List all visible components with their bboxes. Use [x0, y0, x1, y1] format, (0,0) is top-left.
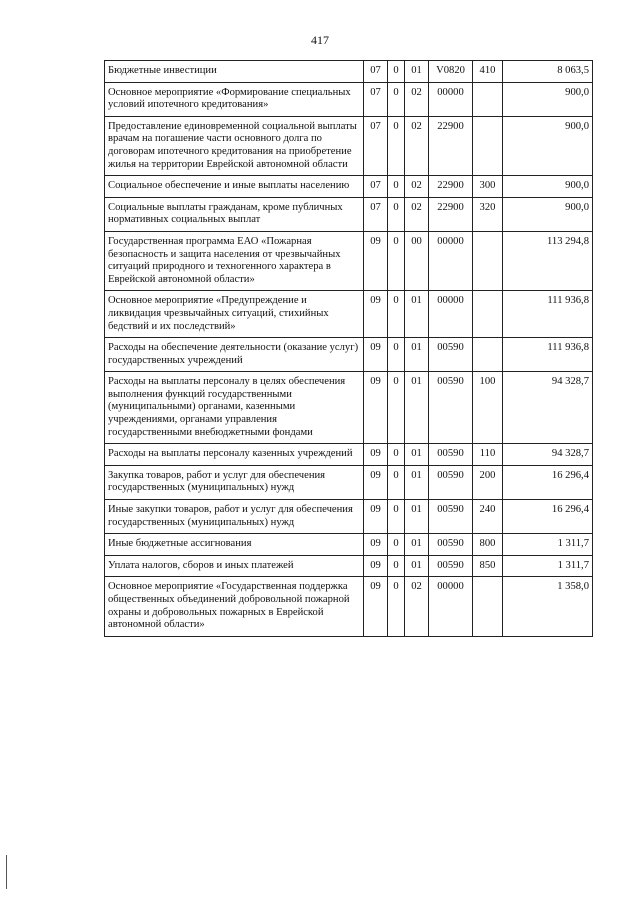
table-row — [105, 500, 593, 534]
expense-type-cell: 300 — [473, 176, 503, 198]
amount-cell: 94 328,7 — [503, 444, 593, 466]
direction-code-cell: 00590 — [429, 338, 473, 372]
activity-code-cell: 01 — [405, 444, 429, 466]
program-code-cell: 09 — [364, 534, 388, 556]
direction-code-cell: 00590 — [429, 444, 473, 466]
expense-type-cell: 100 — [473, 372, 503, 444]
activity-code-cell: 01 — [405, 534, 429, 556]
activity-code-cell: 01 — [405, 291, 429, 338]
direction-code-cell: 00590 — [429, 465, 473, 499]
row-name-cell: Расходы на обеспечение деятельности (оказание услуг) государственных учреждений — [105, 338, 364, 372]
subprogram-code-cell: 0 — [388, 176, 405, 198]
direction-code-cell: 00000 — [429, 82, 473, 116]
activity-code-cell: 00 — [405, 231, 429, 290]
table-row — [105, 372, 593, 444]
subprogram-code-cell: 0 — [388, 534, 405, 556]
page-edge-mark — [6, 855, 7, 889]
table-row — [105, 555, 593, 577]
table-row — [105, 291, 593, 338]
amount-cell: 900,0 — [503, 176, 593, 198]
direction-code-cell: V0820 — [429, 61, 473, 83]
direction-code-cell: 22900 — [429, 176, 473, 198]
program-code-cell: 07 — [364, 116, 388, 175]
row-name-cell: Основное мероприятие «Формирование специальных условий ипотечного кредитования» — [105, 82, 364, 116]
activity-code-cell: 01 — [405, 465, 429, 499]
program-code-cell: 07 — [364, 61, 388, 83]
direction-code-cell: 00590 — [429, 500, 473, 534]
amount-cell: 1 311,7 — [503, 534, 593, 556]
direction-code-cell: 00590 — [429, 555, 473, 577]
activity-code-cell: 01 — [405, 555, 429, 577]
table-row — [105, 231, 593, 290]
row-name-cell: Иные закупки товаров, работ и услуг для обеспечения государственных (муниципальных) нужд — [105, 500, 364, 534]
subprogram-code-cell: 0 — [388, 197, 405, 231]
subprogram-code-cell: 0 — [388, 444, 405, 466]
row-name-cell: Иные бюджетные ассигнования — [105, 534, 364, 556]
expense-type-cell: 410 — [473, 61, 503, 83]
program-code-cell: 07 — [364, 176, 388, 198]
subprogram-code-cell: 0 — [388, 372, 405, 444]
row-name-cell: Предоставление единовременной социальной выплаты врачам на погашение части основного долга по договорам ипотечного кредитования на приобретение жилья на территории Еврейской автономной области — [105, 116, 364, 175]
program-code-cell: 09 — [364, 577, 388, 636]
table-row — [105, 61, 593, 83]
table-row — [105, 534, 593, 556]
expense-type-cell: 240 — [473, 500, 503, 534]
table-row — [105, 82, 593, 116]
subprogram-code-cell: 0 — [388, 82, 405, 116]
activity-code-cell: 01 — [405, 338, 429, 372]
table-row — [105, 197, 593, 231]
amount-cell: 1 311,7 — [503, 555, 593, 577]
activity-code-cell: 02 — [405, 82, 429, 116]
expense-type-cell — [473, 577, 503, 636]
activity-code-cell: 01 — [405, 500, 429, 534]
row-name-cell: Основное мероприятие «Предупреждение и ликвидация чрезвычайных ситуаций, стихийных бедствий и их последствий» — [105, 291, 364, 338]
amount-cell: 16 296,4 — [503, 500, 593, 534]
table-row — [105, 465, 593, 499]
amount-cell: 900,0 — [503, 116, 593, 175]
amount-cell: 8 063,5 — [503, 61, 593, 83]
direction-code-cell: 00000 — [429, 291, 473, 338]
expense-type-cell — [473, 82, 503, 116]
row-name-cell: Уплата налогов, сборов и иных платежей — [105, 555, 364, 577]
amount-cell: 94 328,7 — [503, 372, 593, 444]
expense-type-cell: 200 — [473, 465, 503, 499]
row-name-cell: Расходы на выплаты персоналу казенных учреждений — [105, 444, 364, 466]
activity-code-cell: 01 — [405, 61, 429, 83]
amount-cell: 1 358,0 — [503, 577, 593, 636]
table-row — [105, 176, 593, 198]
direction-code-cell: 00590 — [429, 372, 473, 444]
program-code-cell: 09 — [364, 444, 388, 466]
subprogram-code-cell: 0 — [388, 465, 405, 499]
expense-type-cell — [473, 338, 503, 372]
program-code-cell: 09 — [364, 372, 388, 444]
amount-cell: 111 936,8 — [503, 291, 593, 338]
direction-code-cell: 00000 — [429, 577, 473, 636]
direction-code-cell: 00000 — [429, 231, 473, 290]
subprogram-code-cell: 0 — [388, 555, 405, 577]
subprogram-code-cell: 0 — [388, 291, 405, 338]
program-code-cell: 09 — [364, 291, 388, 338]
row-name-cell: Социальное обеспечение и иные выплаты населению — [105, 176, 364, 198]
program-code-cell: 07 — [364, 82, 388, 116]
expense-type-cell: 110 — [473, 444, 503, 466]
row-name-cell: Расходы на выплаты персоналу в целях обеспечения выполнения функций государственными (муниципальными) органами, казенными учреждениями, органами управления государственными внебюджетными фондами — [105, 372, 364, 444]
row-name-cell: Государственная программа ЕАО «Пожарная безопасность и защита населения от чрезвычайных ситуаций природного и техногенного характера в Еврейской автономной области» — [105, 231, 364, 290]
subprogram-code-cell: 0 — [388, 577, 405, 636]
program-code-cell: 09 — [364, 465, 388, 499]
subprogram-code-cell: 0 — [388, 231, 405, 290]
row-name-cell: Социальные выплаты гражданам, кроме публичных нормативных социальных выплат — [105, 197, 364, 231]
expense-type-cell — [473, 291, 503, 338]
program-code-cell: 09 — [364, 555, 388, 577]
amount-cell: 111 936,8 — [503, 338, 593, 372]
subprogram-code-cell: 0 — [388, 116, 405, 175]
table-row — [105, 577, 593, 636]
table-row — [105, 444, 593, 466]
row-name-cell: Закупка товаров, работ и услуг для обеспечения государственных (муниципальных) нужд — [105, 465, 364, 499]
program-code-cell: 07 — [364, 197, 388, 231]
row-name-cell: Основное мероприятие «Государственная поддержка общественных объединений добровольной пожарной охраны и добровольных пожарных в Еврейской автономной области» — [105, 577, 364, 636]
direction-code-cell: 00590 — [429, 534, 473, 556]
direction-code-cell: 22900 — [429, 197, 473, 231]
expense-type-cell — [473, 231, 503, 290]
activity-code-cell: 02 — [405, 577, 429, 636]
budget-table — [104, 60, 593, 637]
activity-code-cell: 02 — [405, 197, 429, 231]
row-name-cell: Бюджетные инвестиции — [105, 61, 364, 83]
page-number: 417 — [311, 33, 329, 47]
subprogram-code-cell: 0 — [388, 338, 405, 372]
activity-code-cell: 02 — [405, 116, 429, 175]
subprogram-code-cell: 0 — [388, 500, 405, 534]
program-code-cell: 09 — [364, 338, 388, 372]
activity-code-cell: 02 — [405, 176, 429, 198]
subprogram-code-cell: 0 — [388, 61, 405, 83]
amount-cell: 900,0 — [503, 197, 593, 231]
budget-table-body — [105, 61, 593, 637]
expense-type-cell: 800 — [473, 534, 503, 556]
amount-cell: 900,0 — [503, 82, 593, 116]
table-row — [105, 338, 593, 372]
table-row — [105, 116, 593, 175]
amount-cell: 113 294,8 — [503, 231, 593, 290]
amount-cell: 16 296,4 — [503, 465, 593, 499]
direction-code-cell: 22900 — [429, 116, 473, 175]
expense-type-cell — [473, 116, 503, 175]
program-code-cell: 09 — [364, 231, 388, 290]
activity-code-cell: 01 — [405, 372, 429, 444]
program-code-cell: 09 — [364, 500, 388, 534]
expense-type-cell: 320 — [473, 197, 503, 231]
expense-type-cell: 850 — [473, 555, 503, 577]
